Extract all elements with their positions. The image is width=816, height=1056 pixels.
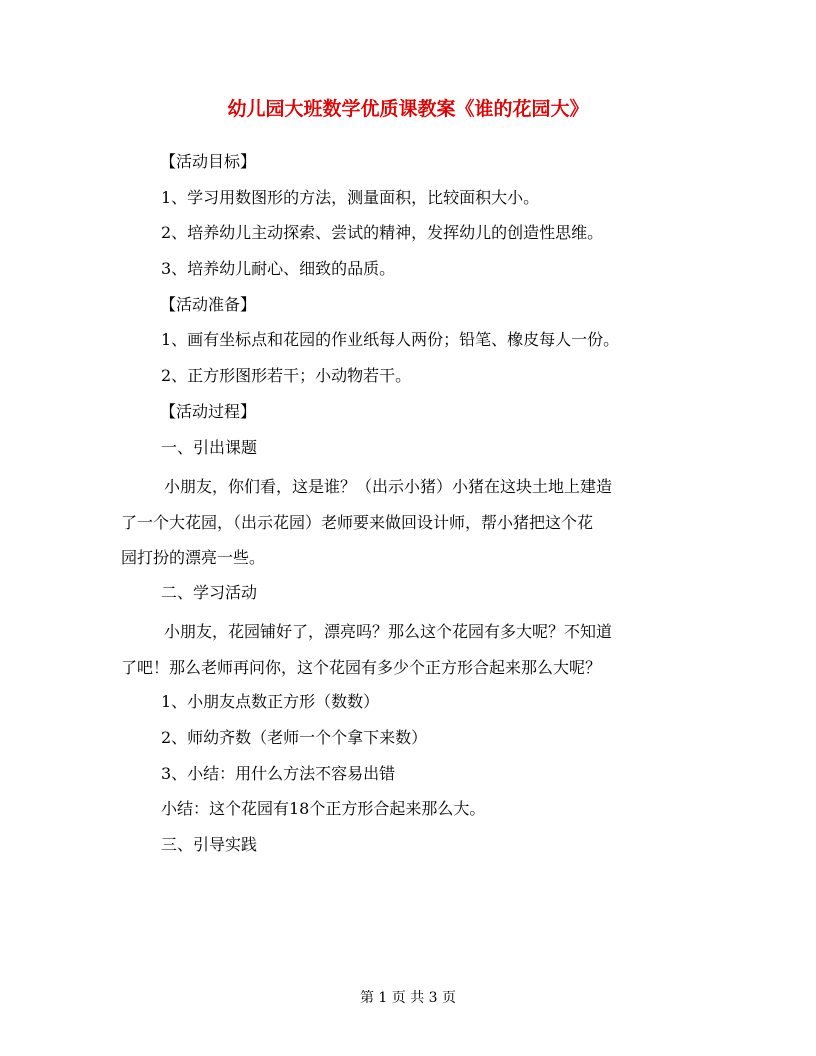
goal-item-1: 1、学习用数图形的方法，测量面积，比较面积大小。 (161, 187, 540, 207)
document-title: 幼儿园大班数学优质课教案《谁的花园大》 (227, 98, 589, 120)
heading-activity-process: 【活动过程】 (160, 401, 257, 421)
document-body (121, 148, 701, 867)
activity-step-1: 1、小朋友点数正方形（数数） (161, 692, 380, 712)
paragraph-1-line-2: 了一个大花园，（出示花园）老师要来做回设计师，帮小猪把这个花 (121, 512, 594, 532)
heading-activity-goals: 【活动目标】 (160, 152, 257, 171)
summary-line: 小结：这个花园有18个正方形合起来那么大。 (161, 799, 486, 819)
page-footer: 第 1 页 共 3 页 (359, 990, 457, 1006)
paragraph-2-line-2: 了吧！那么老师再问你，这个花园有多少个正方形合起来那么大呢？ (121, 657, 602, 677)
paragraph-2 (121, 614, 701, 685)
section-2-heading: 二、学习活动 (161, 582, 258, 602)
activity-step-3: 3、小结：用什么方法不容易出错 (161, 763, 396, 783)
paragraph-2-line-1: 小朋友，花园铺好了，漂亮吗？那么这个花园有多大呢？不知道 (164, 622, 613, 642)
goal-item-3: 3、培养幼儿耐心、细致的品质。 (161, 259, 396, 279)
paragraph-1-line-3: 园打扮的漂亮一些。 (121, 548, 266, 568)
section-1-heading: 一、引出课题 (161, 437, 258, 457)
preparation-item-1: 1、画有坐标点和花园的作业纸每人两份；铅笔、橡皮每人一份。 (161, 330, 620, 350)
section-3-heading: 三、引导实践 (161, 835, 258, 855)
activity-step-2: 2、师幼齐数（老师一个个拿下来数） (161, 728, 428, 748)
paragraph-1-line-1: 小朋友，你们看，这是谁？（出示小猪）小猪在这块土地上建造 (164, 477, 613, 497)
goal-item-2: 2、培养幼儿主动探索、尝试的精神，发挥幼儿的创造性思维。 (161, 223, 604, 243)
paragraph-1 (121, 469, 701, 576)
preparation-item-2: 2、正方形图形若干；小动物若干。 (161, 366, 412, 386)
heading-activity-preparation: 【活动准备】 (160, 294, 257, 314)
